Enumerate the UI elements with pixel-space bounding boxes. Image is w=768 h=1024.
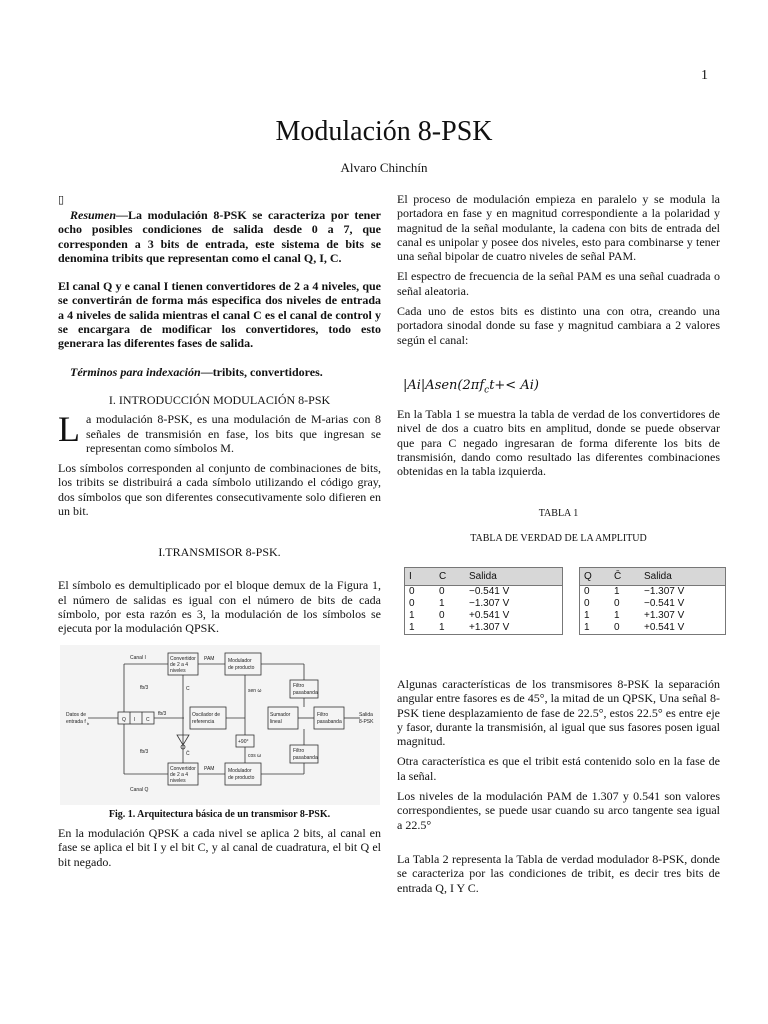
right-column-top (397, 192, 720, 347)
truth-table-right (579, 567, 726, 635)
right-paragraph-3: Cada uno de estos bits es distinto una con otra, creando una portadora sinodal donde su fase y magnitud cambiara a 2 valores según el canal: (397, 304, 720, 347)
conv-bottom-l3: niveles (170, 778, 186, 784)
c-label: C (186, 686, 190, 692)
sen-label: sen ω (248, 688, 262, 694)
truth-table-left (404, 567, 563, 635)
section-1-paragraph-2: Los símbolos corresponden al conjunto de combinaciones de bits, los tribits se distribuirá a cada símbolo utilizando el código gray, dos símbolos que son diferentes consecutivamente solo difieren en un bit. (58, 461, 381, 519)
conv-bottom-l1: Convertidor (170, 766, 196, 772)
filt-out-l1: Filtro (317, 712, 329, 718)
cell: 1 (584, 610, 590, 621)
table-label: TABLA 1 (538, 508, 579, 519)
abstract-paragraph-2: El canal Q y e canal I tienen convertidores de 2 a 4 niveles, que se convertirán de forma más especifica dos niveles de entrada a 4 niveles de salida mientras el canal C es el canal de control y se encargara de modificar los convertidores, todo esto generara las diferentes fases de salida. (58, 279, 381, 351)
right-paragraph-4: En la Tabla 1 se muestra la tabla de verdad de los convertidores de nivel de dos a cuatro bits en amplitud, donde se puede observar que para C negado ingresaran de forma diferente los bits de transmisión, dando como resultado las diferentes combinaciones obtenidas en la tabla izquierda. (397, 407, 720, 479)
cell: 0 (439, 610, 445, 621)
transmitter-block-diagram (60, 645, 380, 805)
fb3-bottom: fb/3 (140, 749, 149, 755)
equation-main: |Ai|Asen(2πf (403, 378, 485, 393)
section-2 (58, 545, 381, 635)
conv-top-l2: de 2 a 4 (170, 662, 189, 668)
index-terms-text: —tribits, convertidores. (200, 364, 323, 379)
index-terms-label: Términos para indexación (70, 364, 201, 379)
conv-top-l3: niveles (170, 668, 186, 674)
right-paragraph-7: Los niveles de la modulación PAM de 1.307 y 0.541 son valores correspondientes, se puede usar cuando su arco tangente sea igual a 22.5° (397, 789, 720, 832)
table-row (580, 610, 725, 622)
demux-q: Q (122, 717, 126, 723)
mod-bottom-l2: de producto (228, 775, 255, 781)
cell: 1 (409, 622, 415, 633)
cell: 1 (614, 610, 620, 621)
cell: +0.541 V (469, 610, 510, 621)
right-paragraph-6: Otra característica es que el tribit está contenido solo en la fase de la señal. (397, 754, 720, 783)
cell: +1.307 V (469, 622, 510, 633)
paper-title: Modulación 8-PSK (275, 116, 493, 147)
fb3-top: fb/3 (140, 685, 149, 691)
tl-header-i: I (405, 568, 435, 586)
table-row (405, 586, 562, 599)
cos-label: cos ω (248, 753, 262, 759)
cell: 0 (439, 586, 445, 597)
abstract-label: Resumen (70, 208, 117, 222)
right-paragraph-4-wrap (397, 407, 720, 478)
cell: −0.541 V (469, 586, 510, 597)
block-diagram-svg (60, 645, 380, 805)
output-l1: Salida (359, 712, 373, 718)
section-2-paragraph-2-wrap (58, 826, 381, 869)
filt-out-l2: pasabanda (317, 719, 342, 725)
pam-top-label: PAM (204, 656, 215, 662)
sum-l1: Sumador (270, 712, 291, 718)
cell: −1.307 V (469, 598, 510, 609)
missing-glyph: ▯ (58, 193, 65, 206)
cell: 1 (439, 598, 445, 609)
equation (403, 378, 539, 396)
table-title: TABLA DE VERDAD DE LA AMPLITUD (470, 533, 647, 544)
table-row (580, 586, 725, 599)
filt-top-l2: pasabanda (293, 690, 318, 696)
cell: +0.541 V (644, 622, 685, 633)
page-number: 1 (701, 68, 708, 83)
tr-header-salida: Salida (640, 568, 725, 586)
tr-header-q: Q (580, 568, 610, 586)
figure-1-caption-wrap (58, 808, 381, 822)
right-paragraph-2: El espectro de frecuencia de la señal PAM es una señal cuadrada o señal aleatoria. (397, 269, 720, 298)
cell: 0 (614, 598, 620, 609)
cell: 1 (409, 610, 415, 621)
cell: 0 (584, 586, 590, 597)
filt-top-l1: Filtro (293, 683, 305, 689)
table-row (580, 622, 725, 634)
cell: 1 (439, 622, 445, 633)
demux-i: I (134, 717, 136, 723)
section-2-heading: I.TRANSMISOR 8-PSK. (158, 545, 281, 559)
section-1-paragraph-1: a modulación 8-PSK, es una modulación de M-arias con 8 señales de transmisión en fase, los bits que ingresan se representan como símbolos M. (86, 412, 381, 455)
cell: −0.541 V (644, 598, 685, 609)
sum-l2: lineal (270, 719, 282, 725)
cell: +1.307 V (644, 610, 685, 621)
section-2-paragraph-1: El símbolo es demultiplicado por el bloque demux de la Figura 1, el número de salidas es igual con el número de bits de cada símbolo, por esta razón es 3, la modulación de los símbolos se ejecuta por la modulación QPSK. (58, 578, 381, 636)
cell: 0 (584, 598, 590, 609)
cell: 1 (614, 586, 620, 597)
output-l2: 8-PSK (359, 719, 374, 725)
conv-bottom-l2: de 2 a 4 (170, 772, 189, 778)
filt-bottom-l2: pasabanda (293, 755, 318, 761)
osc-l2: referencia (192, 719, 215, 725)
table-row (580, 598, 725, 610)
drop-cap: L (58, 409, 80, 450)
tl-header-c: C (435, 568, 465, 586)
author-name: Alvaro Chinchín (340, 160, 428, 175)
equation-subscript: c (484, 385, 490, 396)
cell: 0 (409, 586, 415, 597)
cell: −1.307 V (644, 586, 685, 597)
equation-tail: t+< Ai) (489, 378, 539, 393)
section-1 (58, 393, 381, 518)
input-l2-subscript: b (87, 721, 90, 726)
conv-top-l1: Convertidor (170, 656, 196, 662)
input-l2: entrada f (66, 719, 86, 725)
ninety-label: +90° (238, 739, 249, 745)
cbar-label: C̄ (186, 751, 190, 757)
right-paragraph-5: Algunas características de los transmisores 8-PSK la separación angular entre fasores es de 45°, la mitad de un QPSK, Una señal 8-PSK tiene desplazamiento de fase de 22.5°, estos 22.5° es entre eje y fasor, durante la transmisión, al igual que sus fasores posen igual magnitud. (397, 677, 720, 749)
right-paragraph-8: La Tabla 2 representa la Tabla de verdad modulador 8-PSK, donde se caracteriza por las condiciones de tribit, es decir tres bits de entrada Q, I Y C. (397, 851, 720, 895)
tr-header-cbar: C̄ (610, 568, 640, 586)
canal-q-label: Canal Q (130, 787, 149, 793)
filt-bottom-l1: Filtro (293, 748, 305, 754)
osc-l1: Oscilador de (192, 712, 221, 718)
cell: 0 (409, 598, 415, 609)
mod-bottom-l1: Modulador (228, 768, 252, 774)
table-row (405, 598, 562, 610)
cell: 0 (614, 622, 620, 633)
abstract-text: —La modulación 8-PSK se caracteriza por tener ocho posibles condiciones de salida desde 0 a 7, que corresponden a 3 bits de entrada, este sistema de bits se denomina tribits que representan como el canal Q, I, C. (58, 208, 381, 265)
mod-top-l1: Modulador (228, 658, 252, 664)
right-paragraph-1: El proceso de modulación empieza en paralelo y se modula la portadora en fase y en magnitud correspondiente a la polaridad y magnitud de la señal modulante, la cadena con bits de entrada del canal es unipolar y posee dos niveles, esto para combinarse y tener una señal bipolar de cuatro niveles de señal PAM. (397, 192, 720, 264)
mod-top-l2: de producto (228, 665, 255, 671)
table-row (405, 610, 562, 622)
section-2-paragraph-2: En la modulación QPSK a cada nivel se aplica 2 bits, al canal en fase se aplica el bit I y el bit C, y al canal de cuadratura, el bit Q el bit negado. (58, 826, 381, 869)
canal-i-label: Canal I (130, 655, 146, 661)
input-l1: Datos de (66, 712, 87, 718)
demux-c: C (146, 717, 150, 723)
section-1-heading: I. INTRODUCCIÓN MODULACIÓN 8-PSK (108, 393, 331, 407)
right-column-bottom (397, 677, 720, 895)
tl-header-salida: Salida (465, 568, 562, 586)
table-row (405, 622, 562, 634)
pam-bottom-label: PAM (204, 766, 215, 772)
fb3-mid: fb/3 (158, 711, 167, 717)
abstract (58, 208, 381, 379)
figure-1-caption: Fig. 1. Arquitectura básica de un transmisor 8-PSK. (108, 809, 331, 820)
cell: 1 (584, 622, 590, 633)
